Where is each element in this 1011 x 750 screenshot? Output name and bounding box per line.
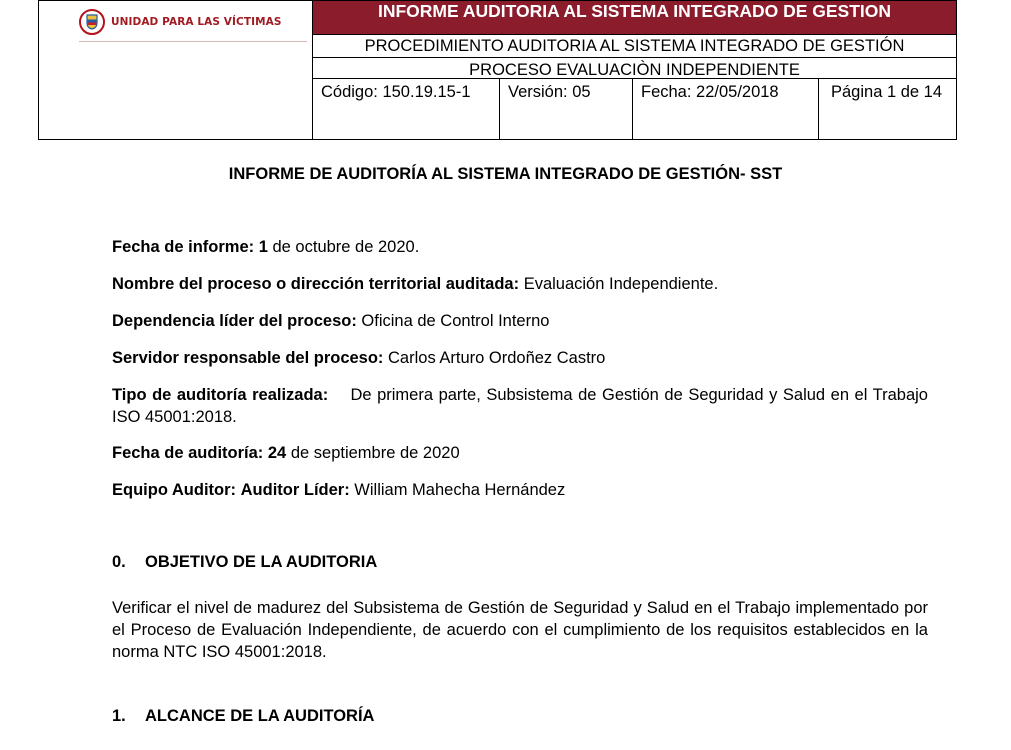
logo-text: UNIDAD PARA LAS VÍCTIMAS [111,16,282,28]
document-header [38,0,957,140]
report-date-day: 1 [258,238,268,256]
process-name: PROCESO EVALUACIÒN INDEPENDIENTE [313,58,956,79]
section-number: 0. [112,553,126,571]
header-info [313,1,957,140]
audited-process-label: Nombre del proceso o dirección territorial auditada: [112,275,520,293]
report-date-value: de octubre de 2020. [272,238,420,256]
audit-date-day: 24 [267,444,287,462]
objective-paragraph: Verificar el nivel de madurez del Subsistema de Gestión de Seguridad y Salud en el Trabajo implementado por el Proceso de Evaluación Independiente, de acuerdo con el cumplimiento de los requisitos establecidos en la norma NTC ISO 45001:2018. [112,599,928,661]
audit-type-label: Tipo de auditoría realizada: [112,386,329,404]
logo-cell [39,1,313,140]
audited-process-field [112,273,928,295]
section-number: 1. [112,707,126,725]
report-date-field [112,236,928,258]
procedure-name: PROCEDIMIENTO AUDITORIA AL SISTEMA INTEGRADO DE GESTIÓN [313,35,956,58]
report-date-label: Fecha de informe: [112,238,255,256]
section-scope-heading [112,707,374,726]
audit-team-field [112,479,928,501]
logo-divider [79,41,307,42]
section-title: OBJETIVO DE LA AUDITORIA [145,553,378,571]
lead-dependency-value: Oficina de Control Interno [361,312,550,330]
unidad-victimas-logo [79,9,282,35]
audit-type-value: De primera parte, Subsistema de Gestión de Seguridad y Salud en el Trabajo ISO 45001:2018. [112,386,928,426]
lead-dependency-field [112,310,928,332]
audit-date-value: de septiembre de 2020 [290,444,460,462]
document-title: INFORME DE AUDITORÍA AL SISTEMA INTEGRADO DE GESTIÓN- SST [228,165,783,183]
lead-dependency-label: Dependencia líder del proceso: [112,312,357,330]
audit-date-label: Fecha de auditoría: [112,444,264,462]
document-date: Fecha: 22/05/2018 [633,79,819,139]
section-title: ALCANCE DE LA AUDITORÍA [145,707,375,725]
report-title-bar: INFORME AUDITORIA AL SISTEMA INTEGRADO DE GESTION [313,1,956,35]
audit-date-field [112,442,928,464]
responsible-value: Carlos Arturo Ordoñez Castro [388,349,606,367]
audited-process-value: Evaluación Independiente. [523,275,719,293]
responsible-label: Servidor responsable del proceso: [112,349,384,367]
coat-of-arms-icon [79,9,105,35]
page-number: Página 1 de 14 [831,83,943,101]
document-meta [313,79,956,139]
document-version: Versión: 05 [500,79,633,139]
lead-auditor-label: Auditor Líder: [240,481,350,499]
lead-auditor-value: William Mahecha Hernández [354,481,566,499]
responsible-field [112,347,928,369]
section-objective-heading [112,553,377,572]
audit-team-label: Equipo Auditor: [112,481,237,499]
audit-type-field [112,384,928,428]
document-code: Código: 150.19.15-1 [313,79,500,139]
